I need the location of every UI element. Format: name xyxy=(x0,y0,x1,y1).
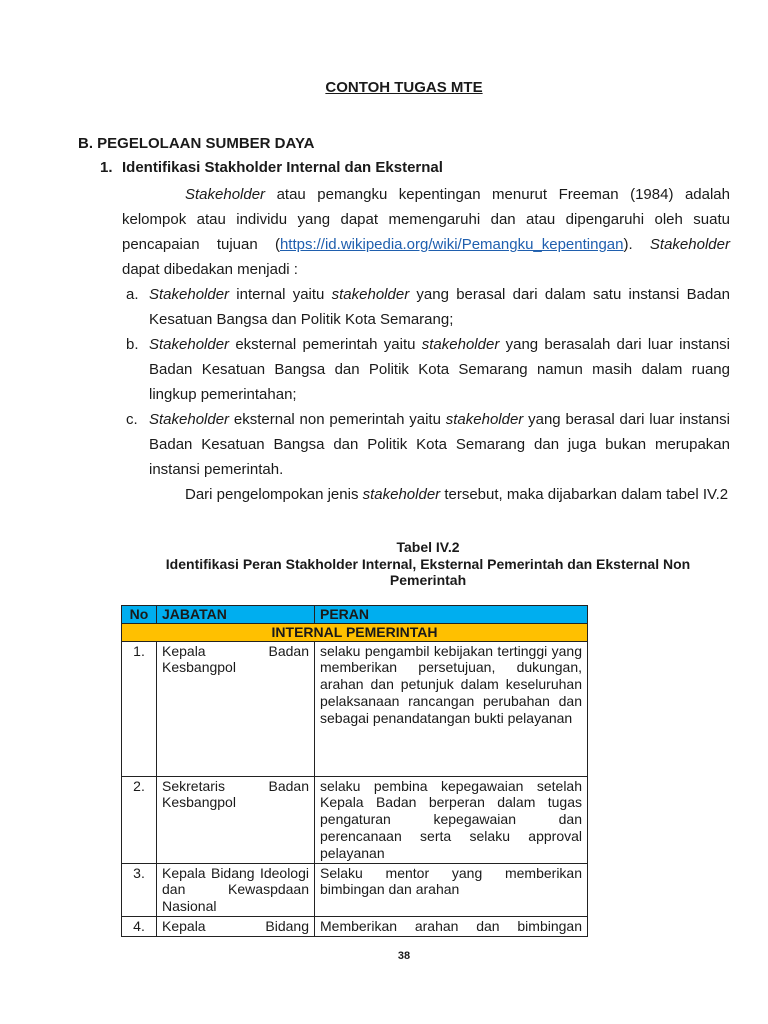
term-italic: stakeholder xyxy=(362,486,441,503)
list-item xyxy=(122,282,730,332)
row-number: 1. xyxy=(122,641,157,776)
intro-paragraph xyxy=(122,182,730,282)
row-jabatan: Kepala Bidang Ideologi dan Kewaspdaan Nasional xyxy=(157,863,315,916)
list-item-text: yang berasal dari dalam satu instansi Badan Kesatuan Bangsa dan Politik Kota Semarang; xyxy=(149,286,730,328)
row-peran: Selaku mentor yang memberikan bimbingan dan arahan xyxy=(315,863,588,916)
term-italic: Stakeholder xyxy=(649,236,730,253)
header-peran: PERAN xyxy=(315,606,588,624)
closing-text: Dari pengelompokan jenis xyxy=(185,486,363,503)
roles-table xyxy=(121,605,588,937)
table-row xyxy=(122,916,588,936)
group-label: INTERNAL PEMERINTAH xyxy=(122,623,588,641)
list-item xyxy=(122,407,730,482)
list-item-text: yang berasal dari luar instansi Badan Kesatuan Bangsa dan Politik Kota Semarang dan juga bukan merupakan instansi pemerintah. xyxy=(149,411,730,478)
table-title: Identifikasi Peran Stakholder Internal, Eksternal Pemerintah dan Eksternal Non Pemerintah xyxy=(165,556,691,588)
row-peran: selaku pengambil kebijakan tertinggi yang memberikan persetujuan, dukungan, arahan dan petunjuk dalam keseluruhan pelaksanaan rancangan perubahan dan sebagai penandatangan bukti pelayanan xyxy=(315,641,588,776)
row-number: 3. xyxy=(122,863,157,916)
term-italic: Stakeholder xyxy=(149,286,230,303)
header-jabatan: JABATAN xyxy=(157,606,315,624)
term-italic: Stakeholder xyxy=(149,336,230,353)
table-row xyxy=(122,776,588,863)
term-italic: stakeholder xyxy=(445,411,524,428)
stakeholder-list xyxy=(122,282,730,482)
closing-paragraph xyxy=(122,482,730,507)
closing-text: tersebut, maka dijabarkan dalam tabel IV.2 xyxy=(440,486,729,503)
body-text xyxy=(122,182,730,507)
list-item xyxy=(122,332,730,407)
wikipedia-link[interactable]: https://id.wikipedia.org/wiki/Pemangku_kepentingan xyxy=(279,236,624,253)
row-peran: selaku pembina kepegawaian setelah Kepala Badan berperan dalam tugas pengaturan kepegawaian dan perencanaan serta selaku approval pelayanan xyxy=(315,776,588,863)
section-heading: B. PEGELOLAAN SUMBER DAYA xyxy=(78,135,315,152)
list-item-text: eksternal pemerintah yaitu xyxy=(229,336,422,353)
term-italic: Stakeholder xyxy=(149,411,230,428)
header-no: No xyxy=(122,606,157,624)
row-jabatan: Sekretaris Badan Kesbangpol xyxy=(157,776,315,863)
term-italic: Stakeholder xyxy=(185,186,266,203)
row-jabatan: Kepala Badan Kesbangpol xyxy=(157,641,315,776)
table-row xyxy=(122,863,588,916)
intro-text: atau pemangku kepentingan menurut Freeman (1984) adalah kelompok atau individu yang dapat memengaruhi dan atau dipengaruhi oleh suatu pencapaian tujuan ( xyxy=(122,186,730,253)
list-item-label: c. xyxy=(126,411,138,428)
subsection-number: 1. xyxy=(100,159,113,176)
list-item-text: yang berasalah dari luar instansi Badan Kesatuan Bangsa dan Politik Kota Semarang namun masih dalam ruang lingkup pemerintahan; xyxy=(149,336,730,403)
list-item-label: b. xyxy=(126,336,139,353)
list-item-text: eksternal non pemerintah yaitu xyxy=(229,411,446,428)
page-number: 38 xyxy=(397,950,411,962)
intro-text: ). xyxy=(623,236,650,253)
term-italic: stakeholder xyxy=(421,336,500,353)
table-number: Tabel IV.2 xyxy=(396,539,460,555)
row-number: 4. xyxy=(122,916,157,936)
row-number: 2. xyxy=(122,776,157,863)
term-italic: stakeholder xyxy=(331,286,410,303)
document-title: CONTOH TUGAS MTE xyxy=(325,79,483,96)
table-row xyxy=(122,641,588,776)
list-item-label: a. xyxy=(126,286,139,303)
subsection-heading xyxy=(100,159,443,176)
subsection-title: Identifikasi Stakholder Internal dan Eksternal xyxy=(122,159,443,176)
row-peran: Memberikan arahan dan bimbingan xyxy=(315,916,588,936)
table-group-row xyxy=(122,623,588,641)
intro-text: dapat dibedakan menjadi : xyxy=(122,261,298,278)
row-jabatan: Kepala Bidang xyxy=(157,916,315,936)
table-header-row xyxy=(122,606,588,624)
list-item-text: internal yaitu xyxy=(229,286,332,303)
